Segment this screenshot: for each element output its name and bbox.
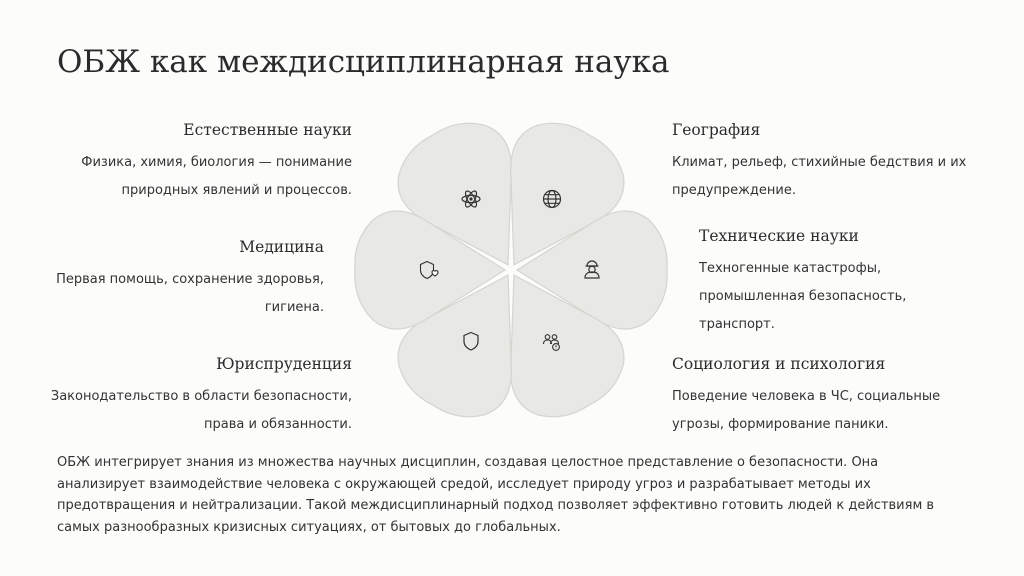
block-text: Климат, рельеф, стихийные бедствия и их предупреждение.: [672, 155, 967, 198]
block-text: Поведение человека в ЧС, социальные угрозы, формирование паники.: [672, 389, 941, 432]
page-title: ОБЖ как междисциплинарная наука: [57, 44, 670, 80]
block-text: Физика, химия, биология — понимание природных явлений и процессов.: [81, 155, 352, 198]
block-title: Социология и психология: [672, 355, 886, 373]
block-title: Технические науки: [699, 227, 859, 245]
block-title: География: [672, 121, 761, 139]
block-title: Юриспруденция: [216, 355, 352, 373]
summary-text: ОБЖ интегрирует знания из множества научных дисциплин, создавая целостное представление о безопасности. Она анализирует взаимодействие человека с окружающей средой, исследует природу угроз и разрабатывает методы их предотвращения и нейтрализации. Такой междисциплинарный подход позволяет эффективно готовить людей к действиям в самых разнообразных кризисных ситуациях, от бытовых до глобальных.: [57, 455, 935, 535]
block-title: Естественные науки: [183, 121, 352, 139]
block-title: Медицина: [239, 238, 324, 256]
block-text: Законодательство в области безопасности, права и обязанности.: [50, 389, 352, 432]
petals: [355, 105, 667, 435]
block-text: Первая помощь, сохранение здоровья, гигиена.: [56, 272, 324, 315]
block-text: Техногенные катастрофы, промышленная безопасность, транспорт.: [699, 261, 907, 332]
